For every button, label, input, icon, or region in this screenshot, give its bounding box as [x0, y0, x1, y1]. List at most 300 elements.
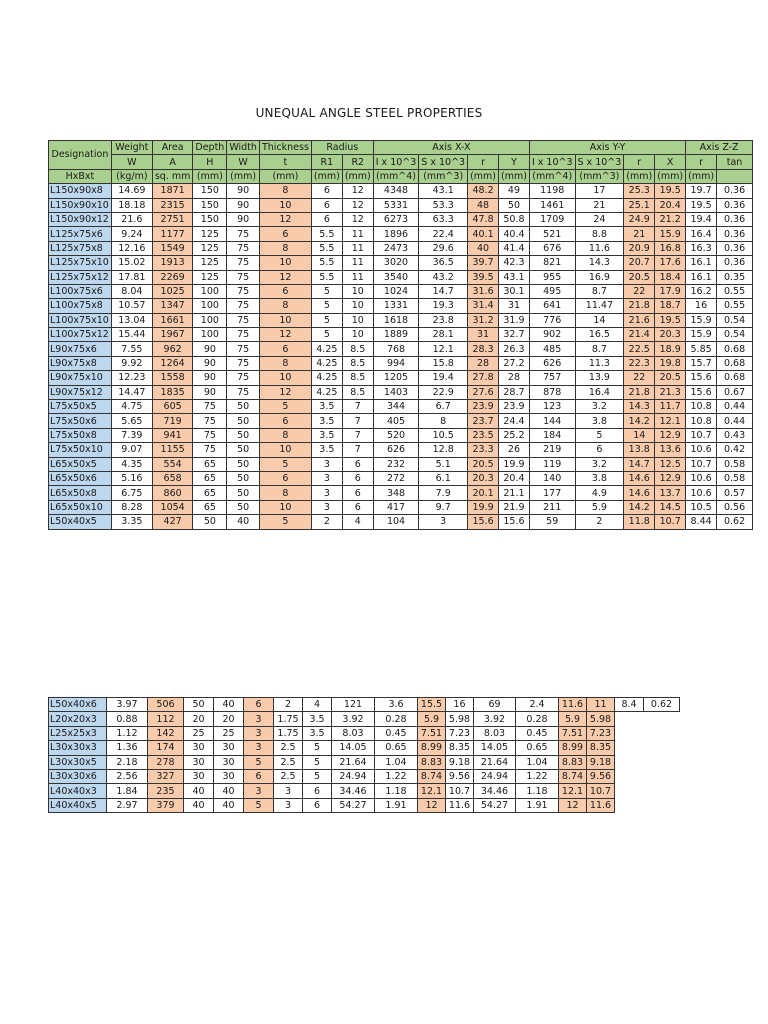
designation-cell: L90x75x12: [49, 385, 112, 399]
table-cell: 11: [342, 270, 373, 284]
symbol-cell: r: [624, 155, 655, 169]
designation-cell: L50x40x6: [49, 698, 107, 712]
table-cell: 6: [259, 414, 311, 428]
table-cell: 184: [529, 428, 575, 442]
table-cell: 14: [624, 428, 655, 442]
table-cell: 278: [148, 755, 184, 769]
table-cell: 1871: [152, 184, 193, 198]
table-cell: 2.56: [107, 769, 148, 783]
table-cell: 0.88: [107, 712, 148, 726]
table-cell: 1.12: [107, 726, 148, 740]
table-cell: 7.23: [446, 726, 474, 740]
table-cell: 22.9: [419, 385, 468, 399]
designation-cell: L25x25x3: [49, 726, 107, 740]
table-cell: 3.8: [575, 471, 624, 485]
table-cell: 4.25: [311, 385, 342, 399]
table-row: [49, 328, 753, 342]
table-row: [49, 371, 753, 385]
table-row: [49, 342, 753, 356]
table-cell: 90: [227, 212, 260, 226]
table-cell: 4.25: [311, 371, 342, 385]
depth-header: Depth: [193, 141, 227, 155]
unit-cell: sq. mm: [152, 169, 193, 183]
table-cell: 3.5: [303, 712, 332, 726]
table-cell: 1.18: [516, 784, 559, 798]
table-cell: 3.5: [311, 400, 342, 414]
table-cell: 75: [227, 385, 260, 399]
table-cell: 75: [227, 371, 260, 385]
table-cell: 75: [227, 328, 260, 342]
table-cell: 5.16: [111, 471, 152, 485]
table-cell: 10.8: [686, 400, 717, 414]
table-cell: 75: [227, 241, 260, 255]
table-cell: 16.4: [686, 227, 717, 241]
table-cell: 24.94: [332, 769, 375, 783]
table-cell: 23.8: [419, 313, 468, 327]
table-cell: 48.2: [468, 184, 499, 198]
table-cell: 21.64: [332, 755, 375, 769]
table-cell: 12: [418, 798, 446, 812]
designation-cell: L150x90x8: [49, 184, 112, 198]
symbol-cell: X: [655, 155, 686, 169]
table-cell: 16.1: [686, 256, 717, 270]
table-cell: 2.5: [274, 755, 303, 769]
table-cell: 0.57: [717, 486, 753, 500]
table-row: [49, 798, 680, 812]
table-cell: 10.7: [446, 784, 474, 798]
unit-cell: (kg/m): [111, 169, 152, 183]
table-cell: 8.83: [559, 755, 587, 769]
table-cell: 1889: [373, 328, 419, 342]
table-cell: 100: [193, 313, 227, 327]
table-cell: [615, 741, 644, 755]
table-cell: 0.54: [717, 328, 753, 342]
table-cell: 15.7: [686, 356, 717, 370]
table-cell: 5.98: [587, 712, 615, 726]
table-cell: 12.1: [419, 342, 468, 356]
table-cell: 8: [419, 414, 468, 428]
table-cell: 14.05: [332, 741, 375, 755]
table-cell: 1.36: [107, 741, 148, 755]
table-cell: 20.5: [624, 270, 655, 284]
table-cell: 50: [227, 457, 260, 471]
table-cell: 1661: [152, 313, 193, 327]
table-cell: 6: [244, 769, 274, 783]
table-cell: 1558: [152, 371, 193, 385]
table-cell: 3: [244, 712, 274, 726]
table-cell: 28.3: [468, 342, 499, 356]
table-row: [49, 486, 753, 500]
table-cell: 0.28: [375, 712, 418, 726]
table-row: [49, 356, 753, 370]
table-cell: 14.7: [624, 457, 655, 471]
table-cell: 75: [227, 256, 260, 270]
table-cell: 3: [311, 486, 342, 500]
table-cell: 0.56: [717, 500, 753, 514]
table-cell: 6.75: [111, 486, 152, 500]
table-cell: 5: [259, 400, 311, 414]
table-cell: 348: [373, 486, 419, 500]
designation-cell: L65x50x8: [49, 486, 112, 500]
table-cell: 21: [624, 227, 655, 241]
table-cell: 12.9: [655, 428, 686, 442]
table-cell: 3.5: [311, 428, 342, 442]
table-cell: 48: [468, 198, 499, 212]
table-cell: 40: [184, 798, 214, 812]
table-cell: 34.46: [474, 784, 516, 798]
table-cell: 0.62: [717, 515, 753, 529]
designation-cell: L100x75x10: [49, 313, 112, 327]
table-cell: 10: [342, 299, 373, 313]
table-cell: 150: [193, 198, 227, 212]
table-cell: [615, 712, 644, 726]
symbol-cell: Y: [499, 155, 530, 169]
table-cell: 2: [311, 515, 342, 529]
table-cell: 112: [148, 712, 184, 726]
table-cell: 3: [244, 741, 274, 755]
table-cell: 520: [373, 428, 419, 442]
table-cell: 16.3: [686, 241, 717, 255]
table-row: [49, 471, 753, 485]
table-cell: 4.25: [311, 342, 342, 356]
table-cell: 3.5: [311, 443, 342, 457]
table-cell: 0.44: [717, 400, 753, 414]
table-cell: 0.58: [717, 471, 753, 485]
designation-cell: L75x50x8: [49, 428, 112, 442]
designation-cell: L75x50x10: [49, 443, 112, 457]
table-row: [49, 313, 753, 327]
table-cell: 6: [259, 342, 311, 356]
table-cell: 6: [259, 227, 311, 241]
header-row-1: [49, 141, 753, 155]
table-cell: 8.44: [686, 515, 717, 529]
table-cell: 100: [193, 299, 227, 313]
table-cell: 41.4: [499, 241, 530, 255]
table-cell: 21.4: [624, 328, 655, 342]
symbol-cell: I x 10^3: [373, 155, 419, 169]
table-cell: 0.68: [717, 371, 753, 385]
table-cell: 14.2: [624, 414, 655, 428]
unit-cell: (mm): [227, 169, 260, 183]
table-cell: 10: [342, 313, 373, 327]
table-cell: 28.7: [499, 385, 530, 399]
table-cell: 5: [303, 755, 332, 769]
table-cell: 6: [342, 486, 373, 500]
table-cell: 11.47: [575, 299, 624, 313]
table-cell: 22.5: [624, 342, 655, 356]
table-cell: 6: [259, 284, 311, 298]
table-cell: 5.5: [311, 227, 342, 241]
table-cell: 17: [575, 184, 624, 198]
width-header: Width: [227, 141, 260, 155]
table-cell: 272: [373, 471, 419, 485]
table-cell: 20.3: [468, 471, 499, 485]
table-cell: 11.6: [587, 798, 615, 812]
table-cell: 1913: [152, 256, 193, 270]
table-cell: 50: [227, 428, 260, 442]
table-cell: 0.36: [717, 212, 753, 226]
symbol-cell: H: [193, 155, 227, 169]
table-cell: 25.1: [624, 198, 655, 212]
designation-cell: L100x75x6: [49, 284, 112, 298]
table-cell: 506: [148, 698, 184, 712]
table-cell: 10.7: [655, 515, 686, 529]
table-cell: 3.35: [111, 515, 152, 529]
table-cell: 15.9: [686, 313, 717, 327]
unit-cell: (mm^3): [419, 169, 468, 183]
table-cell: 6: [259, 471, 311, 485]
table-cell: 10: [342, 328, 373, 342]
symbol-cell: W: [227, 155, 260, 169]
table-cell: 0.44: [717, 414, 753, 428]
table-cell: 427: [152, 515, 193, 529]
table-cell: 90: [193, 385, 227, 399]
table-cell: 4.35: [111, 457, 152, 471]
table-cell: 10.6: [686, 443, 717, 457]
table-cell: 22: [624, 284, 655, 298]
table-cell: 49: [499, 184, 530, 198]
header-row-3: [49, 169, 753, 183]
table-cell: 12.5: [655, 457, 686, 471]
table-cell: [644, 784, 680, 798]
table-cell: 719: [152, 414, 193, 428]
table-cell: 27.2: [499, 356, 530, 370]
axis-zz-header: Axis Z-Z: [686, 141, 753, 155]
table-cell: 31.2: [468, 313, 499, 327]
table-cell: 8.74: [418, 769, 446, 783]
designation-cell: L150x90x12: [49, 212, 112, 226]
designation-cell: L75x50x6: [49, 414, 112, 428]
table-cell: 19.4: [419, 371, 468, 385]
table-row: [49, 256, 753, 270]
table-cell: 15.6: [686, 371, 717, 385]
table-cell: 11.6: [559, 698, 587, 712]
table-cell: 1177: [152, 227, 193, 241]
table-cell: 994: [373, 356, 419, 370]
designation-cell: L75x50x5: [49, 400, 112, 414]
table-cell: 31.9: [499, 313, 530, 327]
table-cell: 20.4: [499, 471, 530, 485]
table-body: [49, 698, 680, 813]
table-cell: 3: [274, 784, 303, 798]
table-cell: 11.7: [655, 400, 686, 414]
table-cell: 1.22: [375, 769, 418, 783]
table-cell: 10.6: [686, 486, 717, 500]
table-cell: 3: [244, 726, 274, 740]
table-cell: 31.6: [468, 284, 499, 298]
table-cell: 1835: [152, 385, 193, 399]
table-cell: 65: [193, 457, 227, 471]
table-cell: 5.1: [419, 457, 468, 471]
table-cell: 19.9: [499, 457, 530, 471]
table-row: [49, 299, 753, 313]
table-cell: 21.8: [624, 299, 655, 313]
table-cell: 65: [193, 500, 227, 514]
table-cell: 327: [148, 769, 184, 783]
designation-header: Designation: [49, 141, 112, 170]
table-cell: 10.8: [686, 414, 717, 428]
table-row: [49, 712, 680, 726]
table-cell: 12: [259, 328, 311, 342]
table-cell: 150: [193, 184, 227, 198]
table-cell: 20.9: [624, 241, 655, 255]
table-cell: 10: [259, 256, 311, 270]
table-cell: 7: [342, 443, 373, 457]
table-cell: 1618: [373, 313, 419, 327]
table-cell: 219: [529, 443, 575, 457]
table-cell: 19.4: [686, 212, 717, 226]
table-cell: 12: [259, 270, 311, 284]
table-cell: 5: [244, 755, 274, 769]
table-cell: 50: [193, 515, 227, 529]
table-cell: 12: [559, 798, 587, 812]
table-row: [49, 270, 753, 284]
table-cell: 4: [342, 515, 373, 529]
table-row: [49, 212, 753, 226]
table-cell: 0.54: [717, 313, 753, 327]
table-cell: 2.4: [516, 698, 559, 712]
table-cell: 8: [259, 184, 311, 198]
table-cell: 1264: [152, 356, 193, 370]
table-cell: 14.6: [624, 486, 655, 500]
table-cell: 10.7: [686, 457, 717, 471]
table-cell: 12: [259, 385, 311, 399]
table-cell: 1.75: [274, 712, 303, 726]
table-cell: 10.5: [686, 500, 717, 514]
symbol-cell: tan: [717, 155, 753, 169]
table-cell: 8.5: [342, 342, 373, 356]
table-cell: 7.23: [587, 726, 615, 740]
table-cell: 24.4: [499, 414, 530, 428]
table-cell: 9.92: [111, 356, 152, 370]
table-cell: 40: [227, 515, 260, 529]
table-cell: 1709: [529, 212, 575, 226]
table-cell: 18.7: [655, 299, 686, 313]
table-cell: [644, 769, 680, 783]
table-cell: 22.3: [624, 356, 655, 370]
table-cell: 3.92: [474, 712, 516, 726]
unit-cell: (mm): [499, 169, 530, 183]
table-cell: 43.2: [419, 270, 468, 284]
table-cell: 12: [342, 184, 373, 198]
table-cell: 21.6: [624, 313, 655, 327]
table-cell: 90: [227, 198, 260, 212]
table-cell: [644, 755, 680, 769]
designation-cell: L40x40x5: [49, 798, 107, 812]
angle-properties-table-continued: [48, 697, 680, 813]
table-row: [49, 400, 753, 414]
table-cell: 5.9: [559, 712, 587, 726]
table-cell: 8.99: [559, 741, 587, 755]
table-cell: 21: [575, 198, 624, 212]
table-cell: 23.7: [468, 414, 499, 428]
table-cell: 20.5: [655, 371, 686, 385]
unit-cell: (mm^4): [529, 169, 575, 183]
table-cell: 24.9: [624, 212, 655, 226]
unit-cell: (mm): [311, 169, 342, 183]
table-cell: 12: [342, 198, 373, 212]
table-cell: 626: [529, 356, 575, 370]
table-cell: 2: [274, 698, 303, 712]
table-cell: 12.1: [418, 784, 446, 798]
unit-cell: (mm): [624, 169, 655, 183]
table-row: [49, 457, 753, 471]
table-cell: 6: [303, 798, 332, 812]
table-cell: 1.04: [375, 755, 418, 769]
table-row: [49, 443, 753, 457]
table-cell: 21.9: [499, 500, 530, 514]
table-cell: 21.1: [499, 486, 530, 500]
table-cell: 6: [342, 500, 373, 514]
table-cell: 19.5: [655, 184, 686, 198]
table-cell: 3.2: [575, 400, 624, 414]
designation-cell: L65x50x10: [49, 500, 112, 514]
table-cell: 25.3: [624, 184, 655, 198]
table-cell: 75: [227, 299, 260, 313]
table-cell: 75: [193, 400, 227, 414]
table-cell: [615, 784, 644, 798]
table-cell: 28.1: [419, 328, 468, 342]
table-cell: 3540: [373, 270, 419, 284]
table-cell: 16.4: [575, 385, 624, 399]
table-cell: 13.7: [655, 486, 686, 500]
table-cell: 63.3: [419, 212, 468, 226]
table-cell: 90: [193, 371, 227, 385]
table-cell: 18.18: [111, 198, 152, 212]
table-cell: 14.2: [624, 500, 655, 514]
designation-cell: L90x75x10: [49, 371, 112, 385]
table-cell: 14.6: [624, 471, 655, 485]
table-cell: 8.5: [342, 371, 373, 385]
table-cell: 123: [529, 400, 575, 414]
table-cell: 1.04: [516, 755, 559, 769]
table-cell: 30.1: [499, 284, 530, 298]
table-cell: 150: [193, 212, 227, 226]
table-cell: 2.5: [274, 769, 303, 783]
unit-cell: (mm): [655, 169, 686, 183]
table-cell: 39.7: [468, 256, 499, 270]
table-cell: [644, 712, 680, 726]
table-cell: 4.9: [575, 486, 624, 500]
table-cell: 75: [227, 284, 260, 298]
axis-xx-header: Axis X-X: [373, 141, 529, 155]
designation-cell: L90x75x8: [49, 356, 112, 370]
table-cell: 8.5: [342, 385, 373, 399]
table-cell: 2269: [152, 270, 193, 284]
table-cell: 8.8: [575, 227, 624, 241]
table-cell: 47.8: [468, 212, 499, 226]
table-cell: 8.83: [418, 755, 446, 769]
table-cell: 768: [373, 342, 419, 356]
table-cell: 11.6: [446, 798, 474, 812]
table-row: [49, 227, 753, 241]
table-cell: 15.6: [686, 385, 717, 399]
table-cell: 1.75: [274, 726, 303, 740]
table-cell: 4: [303, 698, 332, 712]
table-cell: 521: [529, 227, 575, 241]
table-cell: 6: [303, 784, 332, 798]
table-cell: 8.04: [111, 284, 152, 298]
table-cell: 26: [499, 443, 530, 457]
table-cell: 1461: [529, 198, 575, 212]
table-cell: 1347: [152, 299, 193, 313]
symbol-cell: t: [259, 155, 311, 169]
table-cell: 6.1: [419, 471, 468, 485]
table-cell: 20.1: [468, 486, 499, 500]
table-cell: 5: [575, 428, 624, 442]
table-cell: 878: [529, 385, 575, 399]
table-cell: 5.85: [686, 342, 717, 356]
